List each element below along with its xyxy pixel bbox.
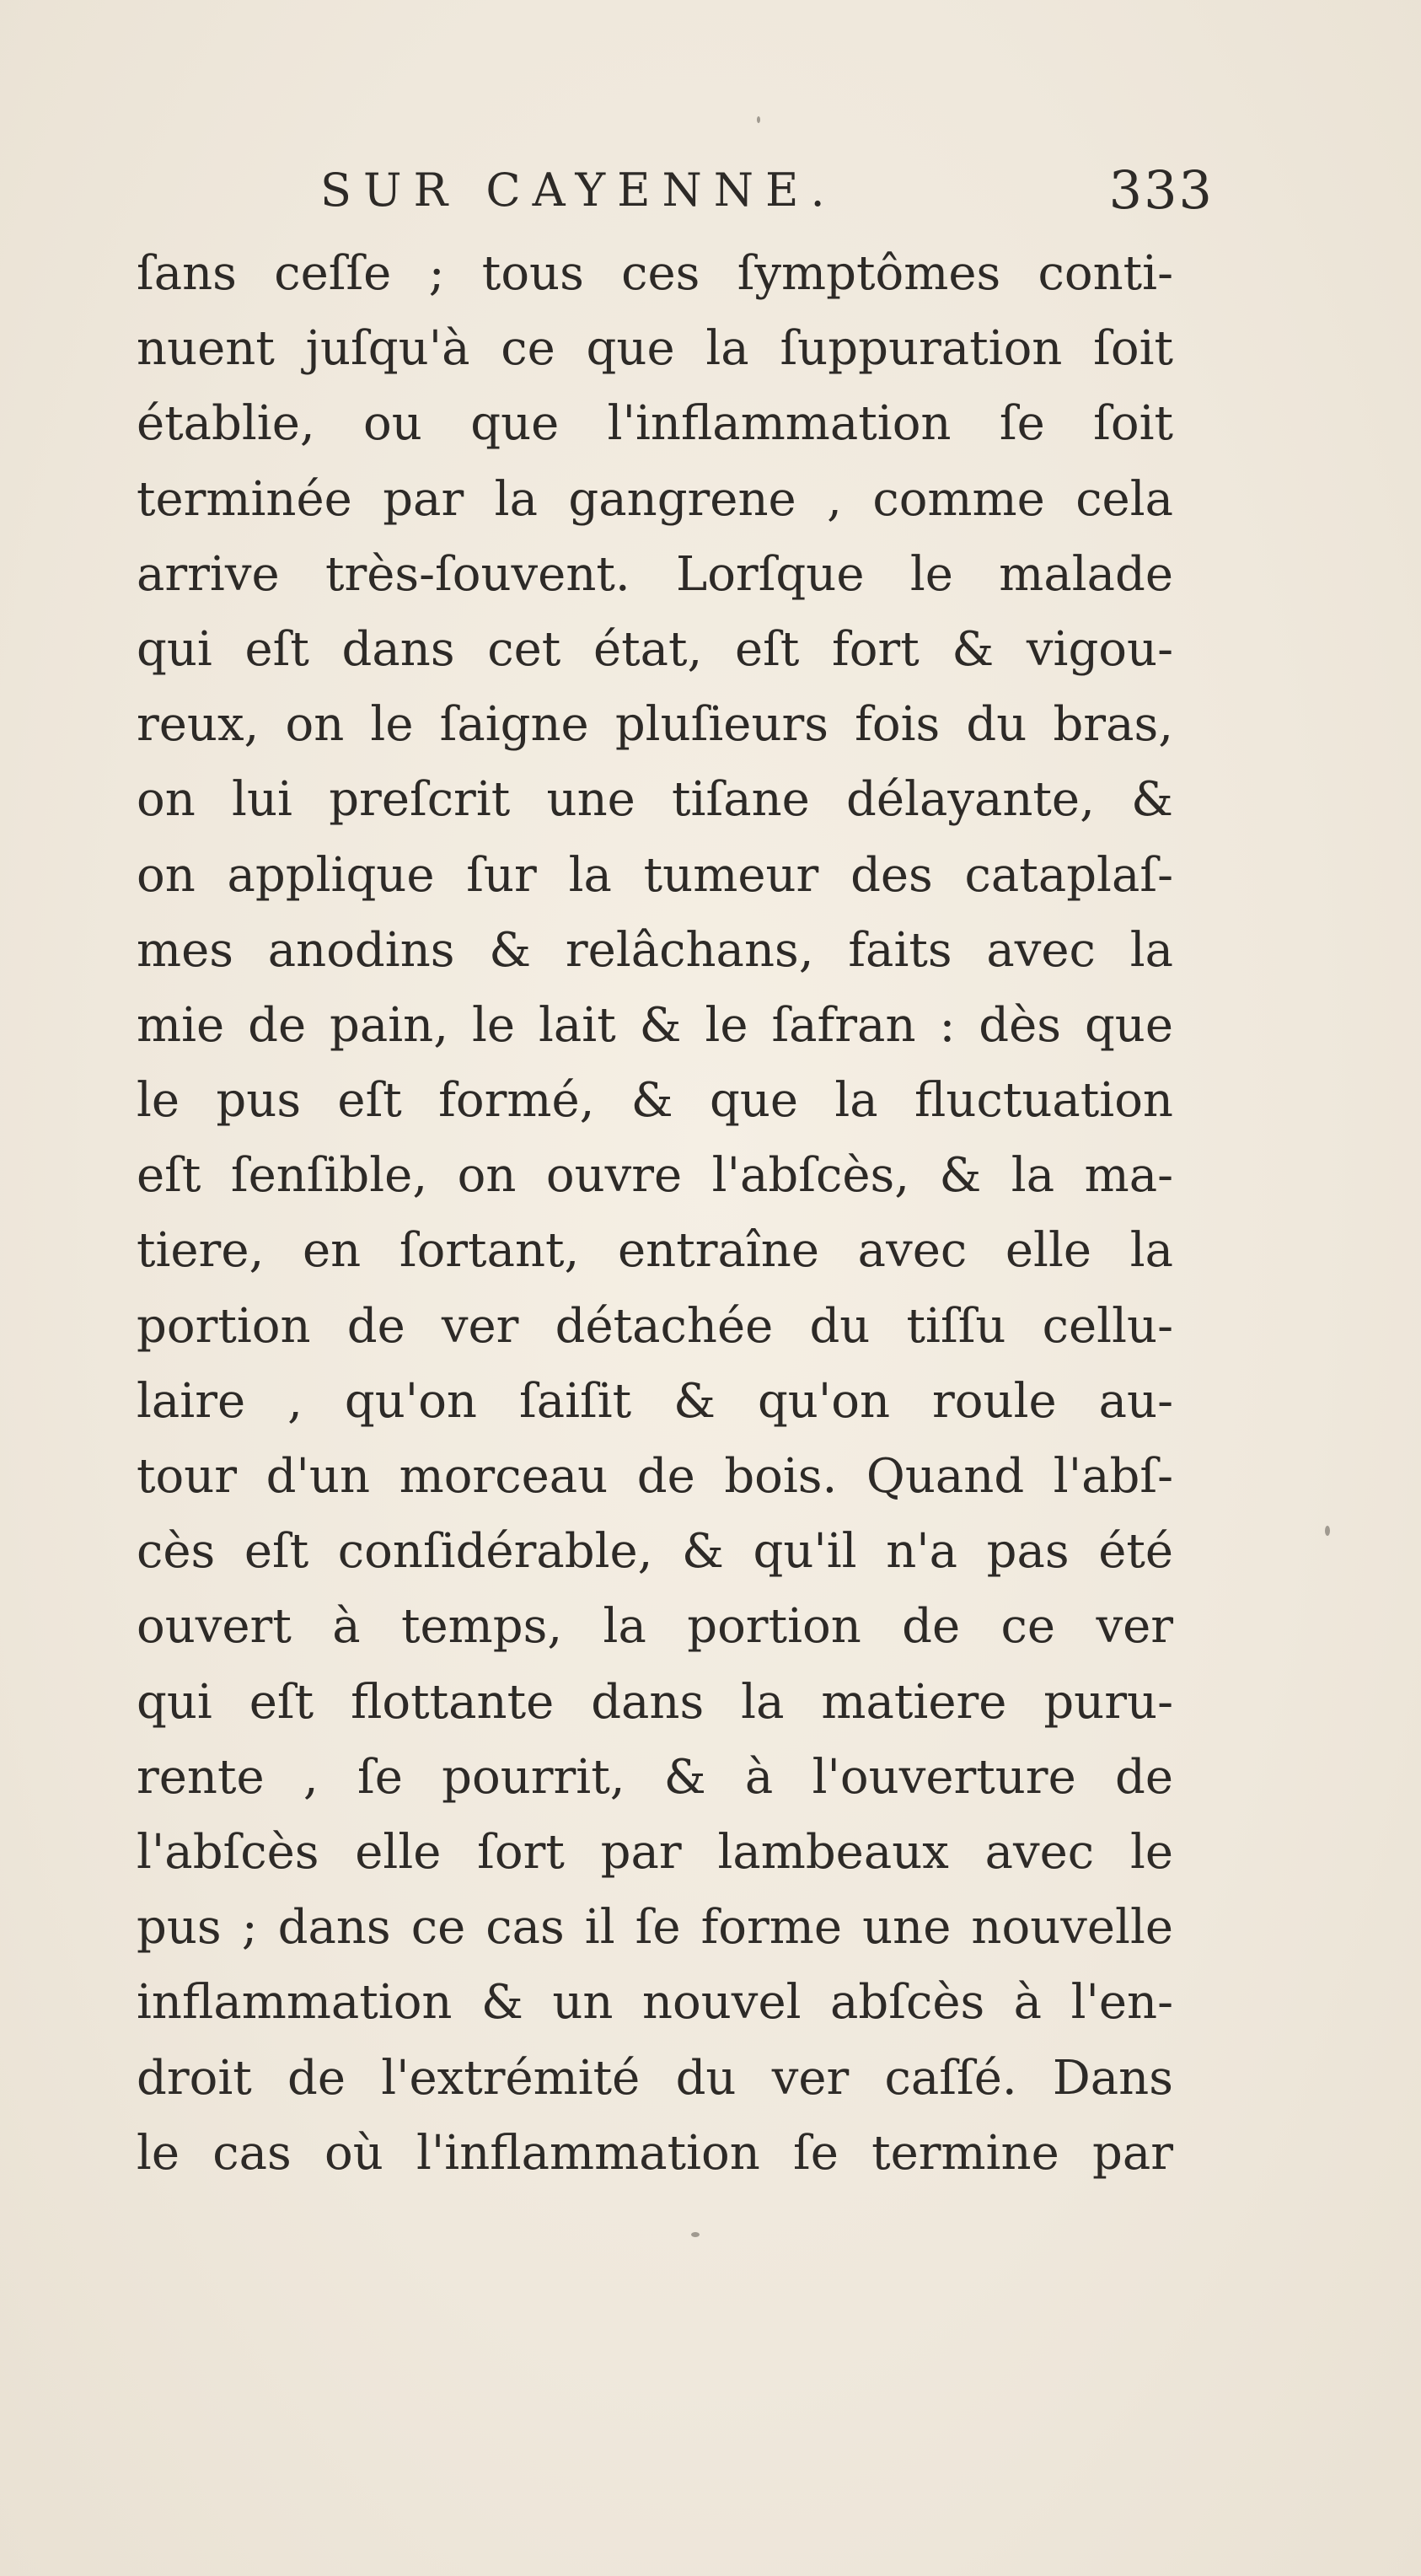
text-line: ſans ceſſe ; tous ces ſymptômes conti- [137,246,1173,301]
text-line: mie de pain, le lait & le ſafran : dès que [137,997,1173,1053]
text-line: laire , qu'on ſaiſit & qu'on roule au- [137,1373,1173,1429]
text-line: on lui preſcrit une tiſane délayante, & [137,772,1173,828]
text-line: inflammation & un nouvel abſcès à l'en- [137,1975,1173,2031]
text-line: cès eſt conſidérable, & qu'il n'a pas été [137,1524,1173,1580]
running-head-title: SUR CAYENNE. [320,164,837,217]
paper-speck [757,116,760,123]
text-line: on applique ſur la tumeur des cataplaſ- [137,847,1173,903]
text-line: arrive très-ſouvent. Lorſque le malade [137,546,1173,602]
text-line: qui eſt dans cet état, eſt fort & vigou- [137,621,1173,677]
text-line: portion de ver détachée du tiſſu cellu- [137,1298,1173,1354]
text-line: rente , ſe pourrit, & à l'ouverture de [137,1749,1173,1805]
paper-speck [691,2232,700,2237]
text-line: nuent juſqu'à ce que la ſuppuration ſoit [137,321,1173,377]
page-number: 333 [1108,159,1214,221]
text-line: le cas où l'inflammation ſe termine par [137,2125,1173,2181]
text-line: l'abſcès elle ſort par lambeaux avec le [137,1824,1173,1880]
text-line: reux, on le ſaigne pluſieurs fois du bras, [137,697,1173,753]
text-line: terminée par la gangrene , comme cela [137,471,1173,527]
paper-speck [1325,1526,1330,1536]
text-line: eſt ſenſible, on ouvre l'abſcès, & la ma- [137,1148,1173,1204]
text-line: pus ; dans ce cas il ſe forme une nouvelle [137,1900,1173,1956]
text-line: droit de l'extrémité du ver caſſé. Dans [137,2050,1173,2106]
text-line: qui eſt flottante dans la matiere puru- [137,1674,1173,1730]
body-text [137,236,1173,2191]
text-line: établie, ou que l'inflammation ſe ſoit [137,396,1173,452]
text-line: ouvert à temps, la portion de ce ver [137,1599,1173,1655]
text-line: le pus eſt formé, & que la fluctuation [137,1073,1173,1129]
text-line: tour d'un morceau de bois. Quand l'abſ- [137,1449,1173,1504]
text-line: mes anodins & relâchans, faits avec la [137,922,1173,978]
running-head [320,157,1214,224]
text-line: tiere, en ſortant, entraîne avec elle la [137,1223,1173,1279]
